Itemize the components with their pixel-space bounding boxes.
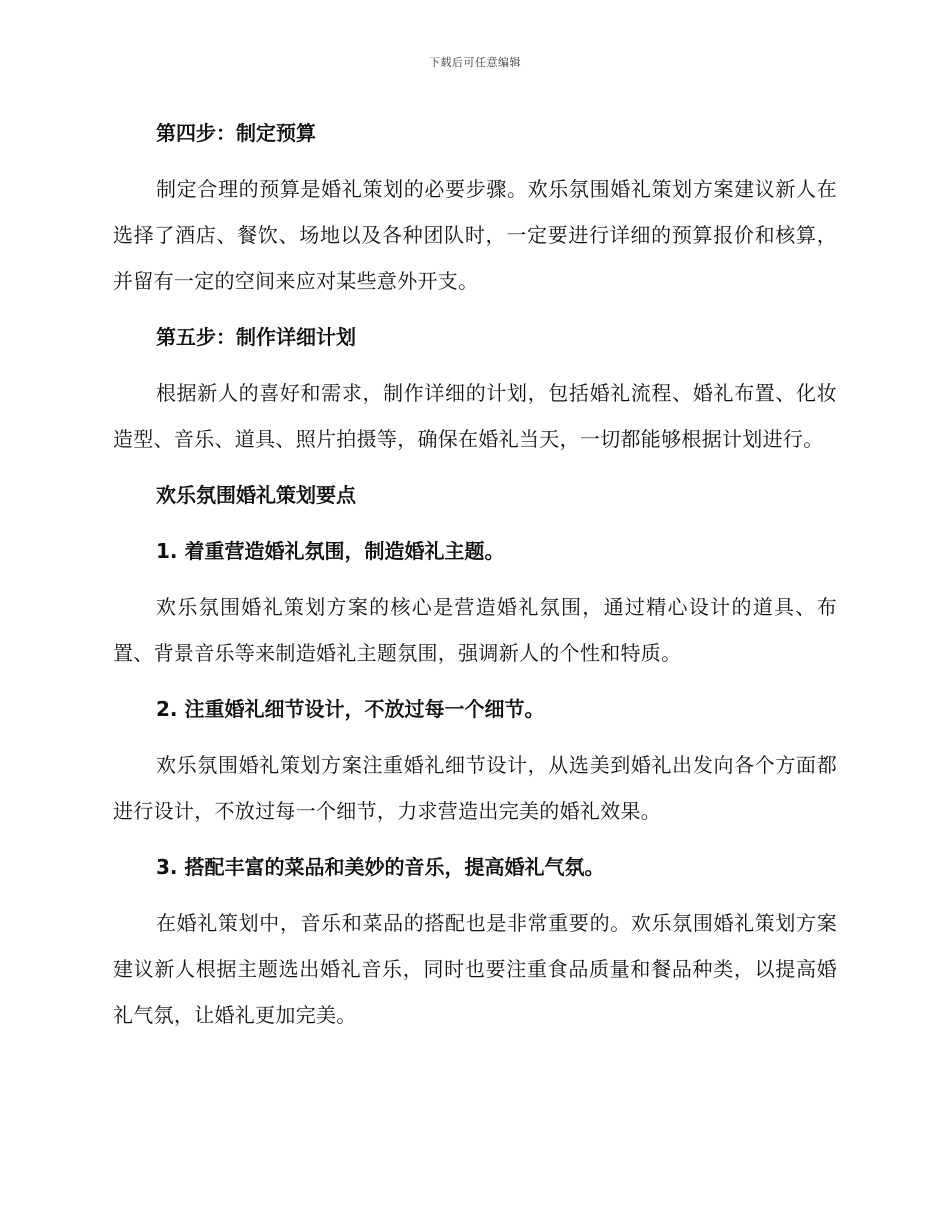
point-paragraph-3: 在婚礼策划中，音乐和菜品的搭配也是非常重要的。欢乐氛围婚礼策划方案建议新人根据主题选出婚礼音乐，同时也要注重食品质量和餐品种类，以提高婚礼气氛，让婚礼更加完美。 (113, 911, 837, 1027)
section-heading-step5: 第五步：制作详细计划 (156, 325, 356, 349)
section-heading-key-points: 欢乐氛围婚礼策划要点 (156, 483, 356, 507)
point-heading-2: 2. 注重婚礼细节设计，不放过每一个细节。 (156, 697, 545, 721)
point-heading-3: 3. 搭配丰富的菜品和美妙的音乐，提高婚礼气氛。 (156, 855, 605, 879)
header-note: 下载后可任意编辑 (429, 56, 521, 69)
document-body (113, 110, 837, 1048)
section-paragraph-step4: 制定合理的预算是婚礼策划的必要步骤。欢乐氛围婚礼策划方案建议新人在选择了酒店、餐饮、场地以及各种团队时，一定要进行详细的预算报价和核算，并留有一定的空间来应对某些意外开支。 (113, 177, 837, 293)
section-heading-step4: 第四步：制定预算 (156, 121, 316, 145)
section-paragraph-step5: 根据新人的喜好和需求，制作详细的计划，包括婚礼流程、婚礼布置、化妆造型、音乐、道具、照片拍摄等，确保在婚礼当天，一切都能够根据计划进行。 (113, 381, 837, 451)
point-paragraph-2: 欢乐氛围婚礼策划方案注重婚礼细节设计，从选美到婚礼出发向各个方面都进行设计，不放过每一个细节，力求营造出完美的婚礼效果。 (113, 753, 837, 823)
point-paragraph-1: 欢乐氛围婚礼策划方案的核心是营造婚礼氛围，通过精心设计的道具、布置、背景音乐等来制造婚礼主题氛围，强调新人的个性和特质。 (113, 595, 837, 665)
point-heading-1: 1. 着重营造婚礼氛围，制造婚礼主题。 (156, 539, 505, 563)
